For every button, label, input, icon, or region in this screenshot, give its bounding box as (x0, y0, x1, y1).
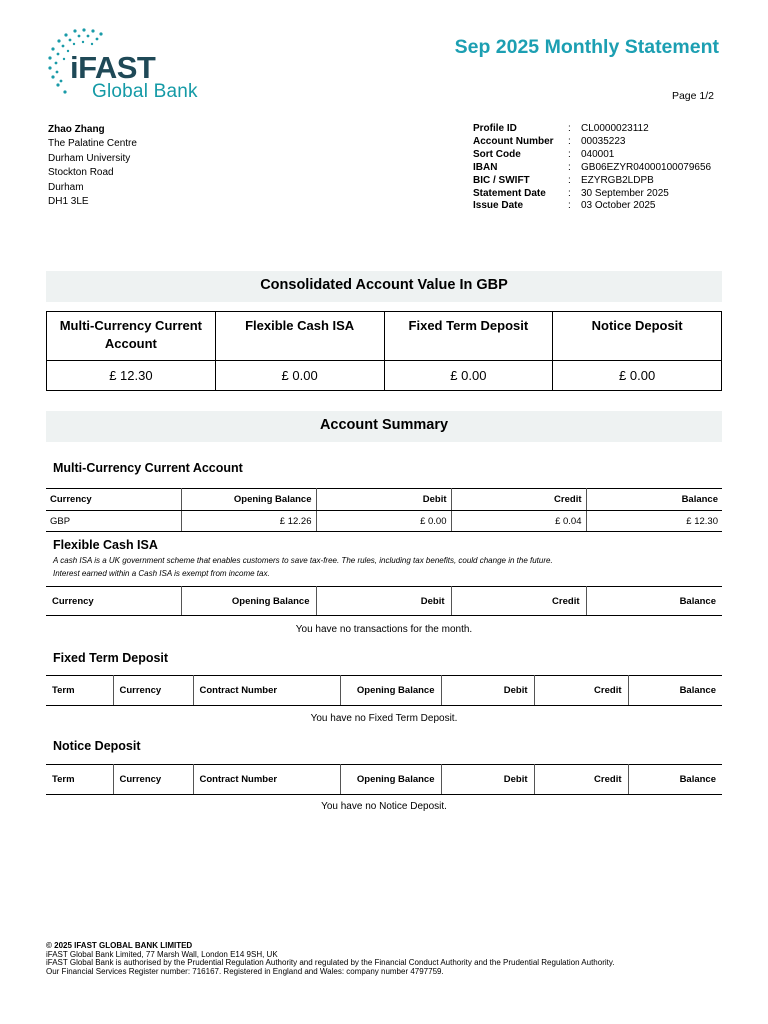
profile-value: 040001 (581, 148, 615, 160)
profile-value: GB06EZYR04000100079656 (581, 161, 712, 173)
profile-row (473, 175, 711, 188)
profile-separator: : (568, 161, 571, 173)
consolidated-table (46, 311, 722, 391)
footer (46, 942, 615, 976)
profile-separator: : (568, 187, 571, 199)
profile-details (473, 123, 711, 213)
ftd-table (46, 675, 722, 706)
profile-separator: : (568, 123, 571, 134)
table-cell: £ 0.00 (316, 511, 451, 532)
profile-value: EZYRGB2LDPB (581, 174, 654, 186)
profile-label: Account Number (473, 135, 554, 147)
column-header: Credit (534, 765, 628, 795)
profile-value: 03 October 2025 (581, 200, 656, 212)
notice-section-title: Notice Deposit (53, 739, 141, 753)
consolidated-value: £ 12.30 (47, 361, 216, 391)
profile-separator: : (568, 174, 571, 186)
footer-line: iFAST Global Bank is authorised by the Prudential Regulation Authority and regulated by the Financial Conduct Authority and the Prudential Regulation Authority. (46, 958, 615, 968)
column-header: Currency (113, 765, 193, 795)
column-header: Currency (46, 587, 181, 616)
column-header: Balance (586, 489, 722, 511)
isa-note-line: Interest earned within a Cash ISA is exempt from income tax. (53, 568, 270, 578)
address-line: DH1 3LE (48, 196, 89, 208)
consolidated-value: £ 0.00 (553, 361, 722, 391)
column-header: Credit (451, 489, 586, 511)
column-header: Debit (316, 587, 451, 616)
column-header: Credit (451, 587, 586, 616)
profile-separator: : (568, 135, 571, 147)
address-line: Durham (48, 181, 84, 193)
profile-row (473, 123, 711, 136)
profile-label: Sort Code (473, 148, 521, 160)
mcca-section-title: Multi-Currency Current Account (53, 461, 243, 475)
profile-value: 00035223 (581, 135, 626, 147)
profile-separator: : (568, 148, 571, 160)
ftd-empty-message: You have no Fixed Term Deposit. (310, 713, 458, 724)
consolidated-header: Fixed Term Deposit (384, 312, 553, 361)
mcca-table (46, 488, 722, 532)
column-header: Term (46, 765, 113, 795)
profile-row (473, 149, 711, 162)
bank-logo (44, 24, 214, 104)
footer-line: Our Financial Services Register number: 716167. Registered in England and Wales: company number 4797759. (46, 966, 444, 976)
column-header: Opening Balance (340, 765, 441, 795)
profile-value: 30 September 2025 (581, 187, 669, 199)
profile-label: Statement Date (473, 187, 546, 199)
column-header: Opening Balance (181, 489, 316, 511)
column-header: Currency (46, 489, 181, 511)
profile-label: Issue Date (473, 200, 524, 212)
ftd-section-title: Fixed Term Deposit (53, 651, 169, 665)
address-line: The Palatine Centre (48, 138, 137, 150)
table-cell: £ 12.30 (586, 511, 722, 532)
consolidated-header: Notice Deposit (553, 312, 722, 361)
table-row (46, 511, 722, 532)
profile-label: IBAN (473, 161, 498, 173)
isa-section-title: Flexible Cash ISA (53, 538, 158, 552)
page-number: Page 1/2 (671, 90, 714, 102)
consolidated-header: Flexible Cash ISA (215, 312, 384, 361)
profile-label: Profile ID (473, 123, 517, 134)
customer-name: Zhao Zhang (48, 124, 105, 135)
profile-row (473, 162, 711, 175)
logo-wordmark: iFAST (70, 50, 156, 85)
column-header: Balance (586, 587, 722, 616)
column-header: Balance (628, 765, 722, 795)
column-header: Balance (628, 676, 722, 706)
consolidated-banner: Consolidated Account Value In GBP (46, 271, 722, 302)
column-header: Opening Balance (340, 676, 441, 706)
footer-copyright: © 2025 IFAST GLOBAL BANK LIMITED (46, 941, 193, 950)
footer-line: iFAST Global Bank Limited, 77 Marsh Wall, London E14 9SH, UK (46, 949, 278, 959)
table-cell: GBP (46, 511, 181, 532)
consolidated-value: £ 0.00 (384, 361, 553, 391)
notice-empty-message: You have no Notice Deposit. (321, 801, 447, 812)
column-header: Opening Balance (181, 587, 316, 616)
profile-label: BIC / SWIFT (473, 174, 530, 186)
column-header: Contract Number (193, 765, 340, 795)
logo-subtitle: Global Bank (92, 81, 198, 102)
profile-row (473, 200, 711, 213)
column-header: Debit (316, 489, 451, 511)
consolidated-header: Multi-Currency Current Account (47, 312, 216, 361)
isa-note (53, 555, 553, 580)
profile-row (473, 188, 711, 201)
column-header: Term (46, 676, 113, 706)
table-cell: £ 12.26 (181, 511, 316, 532)
account-summary-banner: Account Summary (46, 411, 722, 442)
isa-empty-message: You have no transactions for the month. (295, 624, 473, 635)
isa-table (46, 586, 722, 616)
address-line: Durham University (48, 152, 131, 164)
column-header: Currency (113, 676, 193, 706)
column-header: Contract Number (193, 676, 340, 706)
address-line: Stockton Road (48, 167, 114, 179)
column-header: Debit (441, 765, 534, 795)
column-header: Credit (534, 676, 628, 706)
statement-title: Sep 2025 Monthly Statement (454, 36, 719, 58)
notice-table (46, 764, 722, 795)
column-header: Debit (441, 676, 534, 706)
profile-value: CL0000023112 (581, 123, 649, 134)
table-cell: £ 0.04 (451, 511, 586, 532)
profile-row (473, 136, 711, 149)
customer-address (48, 123, 137, 209)
consolidated-value: £ 0.00 (215, 361, 384, 391)
isa-note-line: A cash ISA is a UK government scheme that enables customers to save tax-free. The rules, including tax benefits, could change in the future. (53, 556, 553, 565)
profile-separator: : (568, 200, 571, 212)
